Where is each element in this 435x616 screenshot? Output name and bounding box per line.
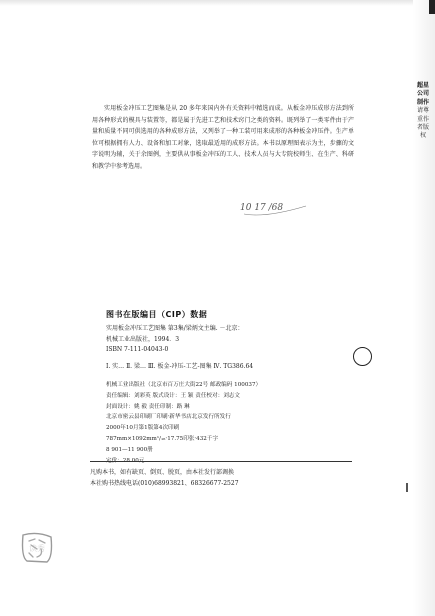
cip-classification: Ⅰ. 实… Ⅱ. 梁… Ⅲ. 板金-冲压-工艺-图集 Ⅳ. TG386.64 bbox=[106, 362, 254, 370]
edition-line: 2000年10月第1版第4次印刷 bbox=[106, 425, 180, 432]
scan-speck bbox=[406, 483, 408, 492]
library-stamp-icon bbox=[17, 527, 57, 567]
publisher-line: 机械工业出版社（北京市百万庄大街22号 邮政编码 100037） bbox=[106, 382, 262, 388]
cip-isbn: ISBN 7-111-04043-0 bbox=[106, 346, 169, 353]
price-line: 定价：28.00元 bbox=[106, 457, 145, 464]
notice-line-1: 凡购本书，如有缺页、倒页、脱页，由本社发行部调换 bbox=[90, 469, 235, 476]
cip-line-2: 机械工业出版社，1994．3 bbox=[106, 335, 180, 343]
stamp-text: 读秀 bbox=[29, 544, 45, 553]
handwriting-text: 10 17 /68 bbox=[240, 203, 284, 213]
corner-mark bbox=[429, 0, 435, 14]
publication-info bbox=[106, 380, 356, 466]
purchase-notice bbox=[90, 467, 350, 489]
cip-data bbox=[106, 324, 346, 372]
divider-line bbox=[90, 461, 352, 462]
printer-line: 北京市密云县印刷厂印刷·新华书店北京发行所发行 bbox=[106, 414, 231, 421]
design-line: 封面设计：姚 毅 责任印制：路 琳 bbox=[106, 403, 190, 410]
scan-edge-top bbox=[0, 0, 435, 6]
circle-mark bbox=[353, 347, 372, 366]
watermark-side-note bbox=[417, 82, 429, 141]
format-line: 787mm×1092mm¹/₁₆·17.75印张·432千字 bbox=[106, 435, 219, 442]
side-note-bold: 超星公司制作 bbox=[417, 82, 430, 106]
print-run-line: 8 901—11 900册 bbox=[106, 446, 153, 453]
book-introduction bbox=[92, 103, 354, 173]
handwritten-annotation bbox=[236, 192, 326, 222]
cip-line-1: 实用板金冲压工艺图集 第3集/梁炳文主编. －北京： bbox=[106, 325, 244, 332]
side-note-rest: 请尊重作者版权 bbox=[417, 107, 430, 140]
cip-title: 图书在版编目（CIP）数据 bbox=[106, 310, 208, 319]
intro-paragraph: 实用板金冲压工艺图集是从 20 多年来国内外有关资料中精选而成。从板金冲压成形方法到所用各种形式的模具与装置等，都是属于先进工艺和技术窍门之类的资料。既列举了一类零件由于产量和质量不同可供选用的各种成形方法，又列举了一种工装可用来成形的各种板金冲压件。生产单位可根据拥有人力、设备和加工对象，选取最适用的成形方法。本书以原理图表示为主，步骤的文字说明为辅，关于余图例，主要供从事板金冲压的工人、技术人员与大专院校师生、在生产、科研和教学中参考选用。 bbox=[92, 105, 354, 170]
notice-line-2: 本社购书热线电话(010)68993821、68326677-2527 bbox=[90, 480, 239, 487]
editors-line: 责任编辑：刘彩英 版式设计：王 颖 责任校对：刘志文 bbox=[106, 392, 240, 399]
